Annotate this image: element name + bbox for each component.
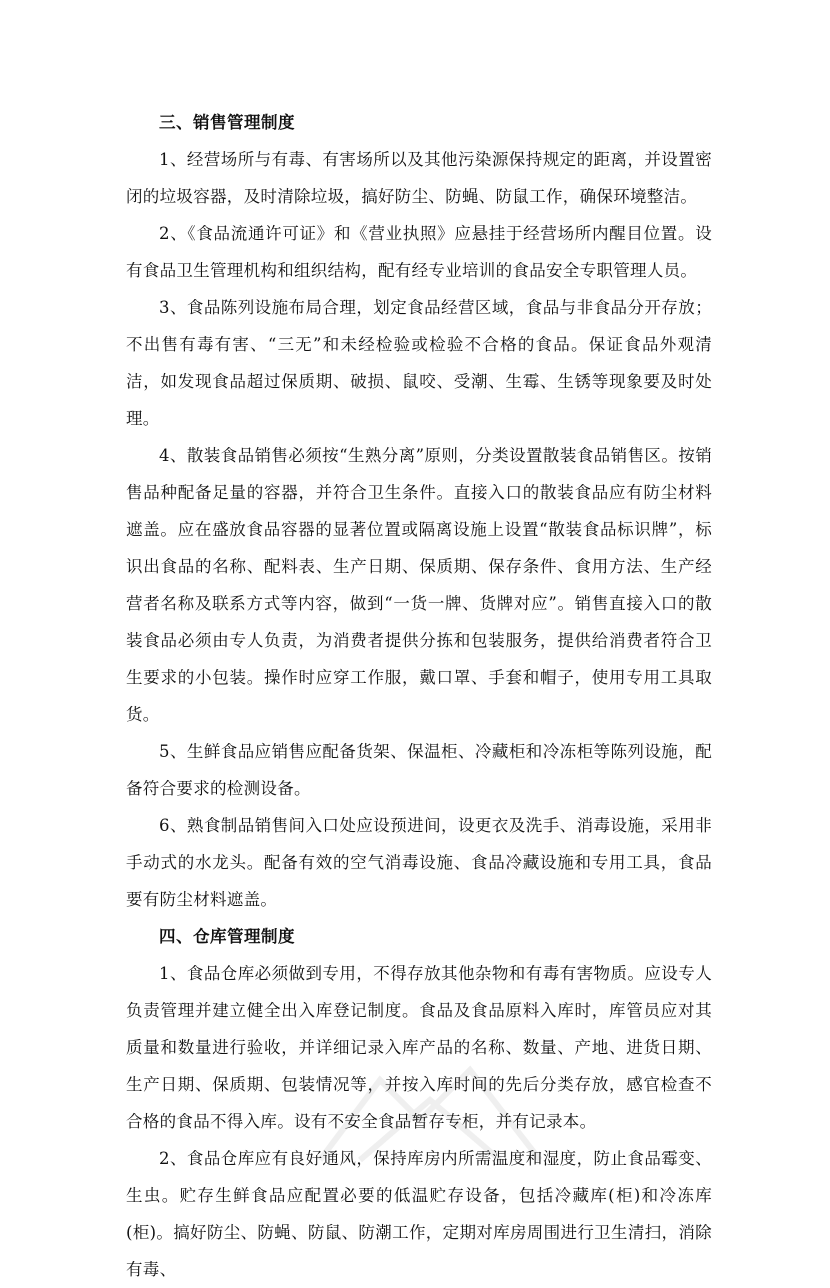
sales-paragraph-2: 2、《食品流通许可证》和《营业执照》应悬挂于经营场所内醒目位置。设有食品卫生管理机构和组织结构，配有经专业培训的食品安全专职管理人员。	[126, 224, 712, 280]
sales-paragraph-1: 1、经营场所与有毒、有害场所以及其他污染源保持规定的距离，并设置密闭的垃圾容器，及时清除垃圾，搞好防尘、防蝇、防鼠工作，确保环境整洁。	[126, 150, 712, 206]
section-heading-sales: 三、销售管理制度	[159, 113, 295, 132]
sales-paragraph-4: 4、散装食品销售必须按“生熟分离”原则，分类设置散装食品销售区。按销售品种配备足量的容器，并符合卫生条件。直接入口的散装食品应有防尘材料遮盖。应在盛放食品容器的显著位置或隔离设施上设置“散装食品标识牌”，标识出食品的名称、配料表、生产日期、保质期、保存条件、食用方法、生产经营者名称及联系方式等内容，做到“一货一牌、货牌对应”。销售直接入口的散装食品必须由专人负责，为消费者提供分拣和包装服务，提供给消费者符合卫生要求的小包装。操作时应穿工作服，戴口罩、手套和帽子，使用专用工具取货。	[126, 446, 712, 724]
document-body	[126, 104, 712, 1288]
sales-paragraph-5: 5、生鲜食品应销售应配备货架、保温柜、冷藏柜和冷冻柜等陈列设施，配备符合要求的检测设备。	[126, 742, 712, 798]
sales-paragraph-6: 6、熟食制品销售间入口处应设预进间，设更衣及洗手、消毒设施，采用非手动式的水龙头。配备有效的空气消毒设施、食品冷藏设施和专用工具，食品要有防尘材料遮盖。	[126, 816, 712, 909]
warehouse-paragraph-2: 2、食品仓库应有良好通风，保持库房内所需温度和湿度，防止食品霉变、生虫。贮存生鲜食品应配置必要的低温贮存设备，包括冷藏库(柜)和冷冻库(柜)。搞好防尘、防蝇、防鼠、防潮工作，定期对库房周围进行卫生清扫，消除有毒、	[126, 1149, 712, 1279]
section-heading-warehouse: 四、仓库管理制度	[159, 927, 295, 946]
warehouse-paragraph-1: 1、食品仓库必须做到专用，不得存放其他杂物和有毒有害物质。应设专人负责管理并建立健全出入库登记制度。食品及食品原料入库时，库管员应对其质量和数量进行验收，并详细记录入库产品的名称、数量、产地、进货日期、生产日期、保质期、包装情况等，并按入库时间的先后分类存放，感官检查不合格的食品不得入库。设有不安全食品暂存专柜，并有记录本。	[126, 964, 712, 1131]
sales-paragraph-3: 3、食品陈列设施布局合理，划定食品经营区域，食品与非食品分开存放；不出售有毒有害、“三无”和未经检验或检验不合格的食品。保证食品外观清洁，如发现食品超过保质期、破损、鼠咬、受潮、生霉、生锈等现象要及时处理。	[126, 298, 712, 428]
